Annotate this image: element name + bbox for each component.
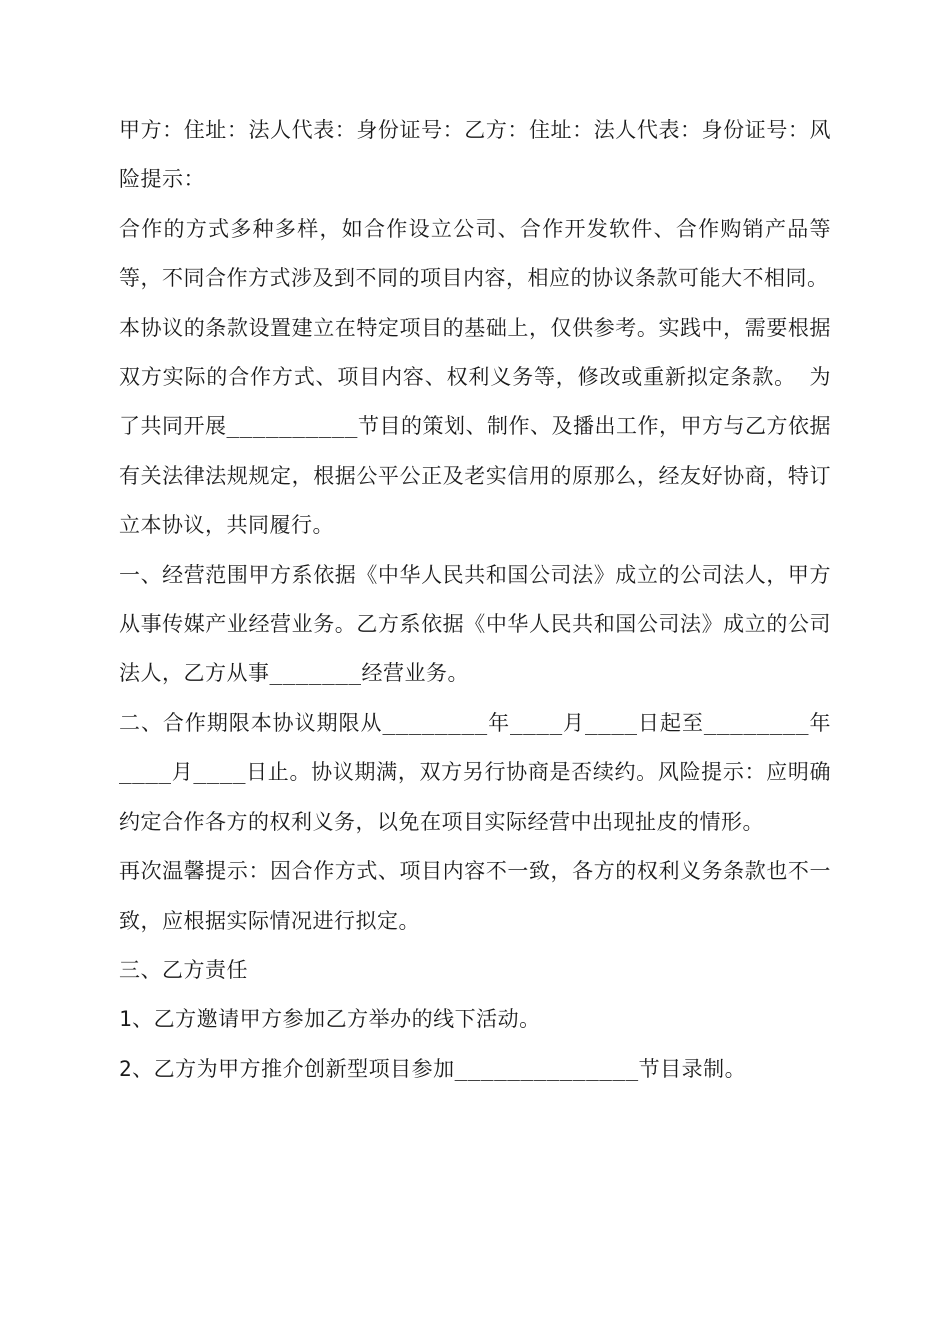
- paragraph-parties: 甲方：住址：法人代表：身份证号：乙方：住址：法人代表：身份证号：风险提示：: [119, 118, 831, 192]
- document-body: [119, 106, 831, 1094]
- paragraph-cooperation-methods: 合作的方式多种多样，如合作设立公司、合作开发软件、合作购销产品等等，不同合作方式涉及到不同的项目内容，相应的协议条款可能大不相同。: [119, 216, 831, 291]
- clause-item-1: 1、乙方邀请甲方参加乙方举办的线下活动。: [119, 1007, 541, 1032]
- clause-item-2: 2、乙方为甲方推介创新型项目参加______________节目录制。: [119, 1056, 747, 1081]
- paragraph-reminder: 再次温馨提示：因合作方式、项目内容不一致，各方的权利义务条款也不一致，应根据实际情况进行拟定。: [119, 859, 831, 933]
- section-heading-party-b-duties: 三、乙方责任: [119, 957, 248, 982]
- paragraph-cooperation-term: 二、合作期限本协议期限从________年____月____日起至________年____月____日止。协议期满，双方另行协商是否续约。风险提示：应明确约定合作各方的权利义务，以免在项目实际经营中出现扯皮的情形。: [119, 710, 831, 834]
- paragraph-business-scope: 一、经营范围甲方系依据《中华人民共和国公司法》成立的公司法人，甲方从事传媒产业经营业务。乙方系依据《中华人民共和国公司法》成立的公司法人，乙方从事_______经营业务。: [119, 562, 831, 686]
- paragraph-preamble: 本协议的条款设置建立在特定项目的基础上，仅供参考。实践中，需要根据双方实际的合作方式、项目内容、权利义务等，修改或重新拟定条款。 为了共同开展__________节目的策划、制作、及播出工作，甲方与乙方依据有关法律法规规定，根据公平公正及老实信用的原那么，经友好协商，特订立本协议，共同履行。: [119, 315, 831, 538]
